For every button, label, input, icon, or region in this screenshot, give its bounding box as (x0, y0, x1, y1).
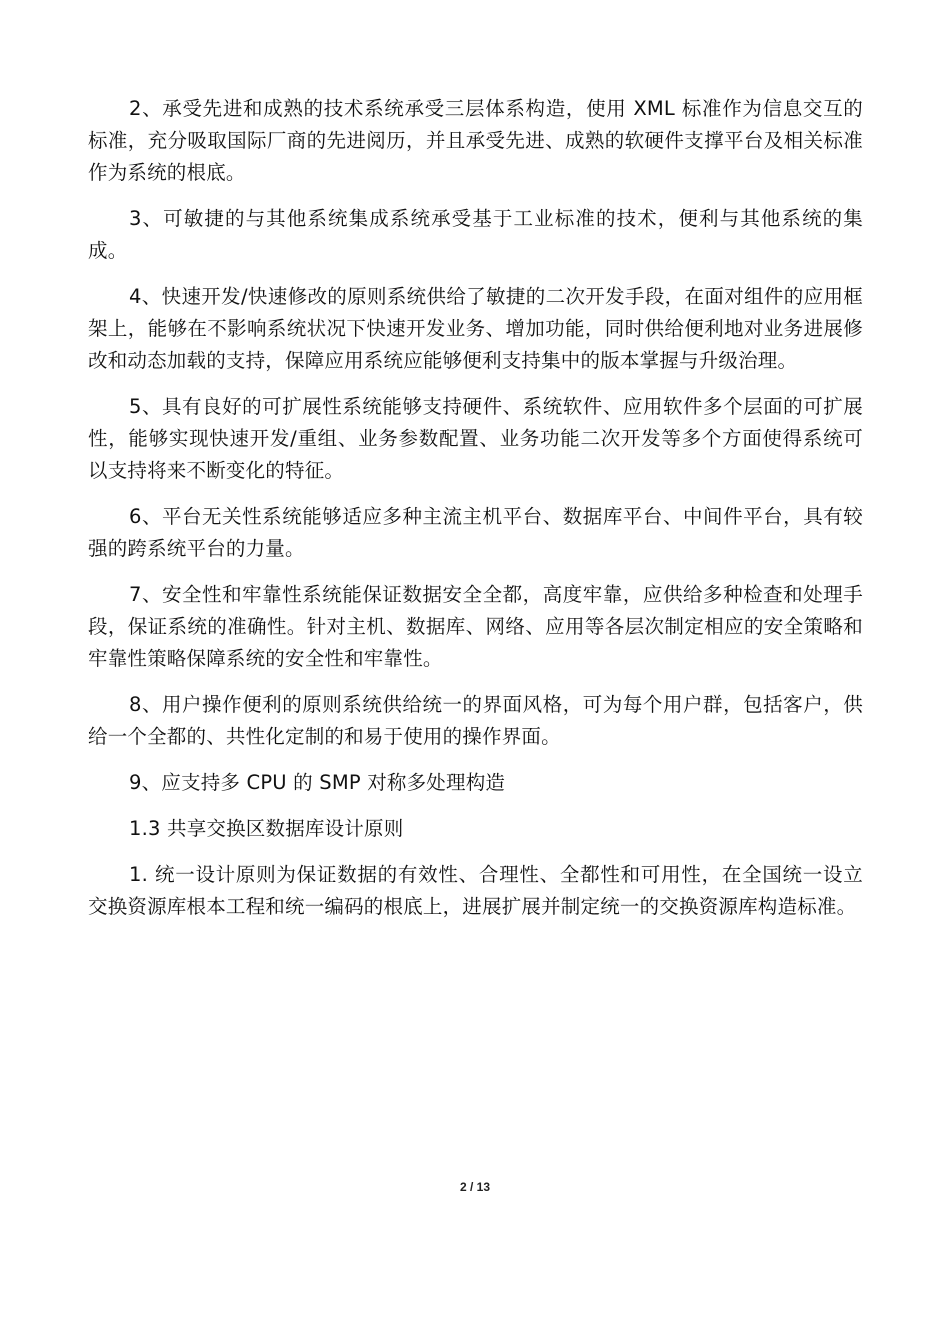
document-body (88, 93, 863, 937)
paragraph-unified-design: 1. 统一设计原则为保证数据的有效性、合理性、全都性和可用性，在全国统一设立交换资源库根本工程和统一编码的根底上，进展扩展并制定统一的交换资源库构造标准。 (88, 863, 863, 918)
paragraph-item-5: 5、具有良好的可扩展性系统能够支持硬件、系统软件、应用软件多个层面的可扩展性，能够实现快速开发/重组、业务参数配置、业务功能二次开发等多个方面使得系统可以支持将来不断变化的特征。 (88, 395, 863, 482)
paragraph-item-7: 7、安全性和牢靠性系统能保证数据安全全都，高度牢靠，应供给多种检查和处理手段，保证系统的准确性。针对主机、数据库、网络、应用等各层次制定相应的安全策略和牢靠性策略保障系统的安全性和牢靠性。 (88, 583, 863, 670)
paragraph-item-9: 9、应支持多 CPU 的 SMP 对称多处理构造 (129, 771, 506, 794)
paragraph-item-2: 2、承受先进和成熟的技术系统承受三层体系构造，使用 XML 标准作为信息交互的标准，充分吸取国际厂商的先进阅历，并且承受先进、成熟的软硬件支撑平台及相关标准作为系统的根底。 (88, 97, 863, 184)
page-number: 2 / 13 (459, 1180, 491, 1194)
paragraph-item-6: 6、平台无关性系统能够适应多种主流主机平台、数据库平台、中间件平台，具有较强的跨系统平台的力量。 (88, 505, 863, 560)
paragraph-item-4: 4、快速开发/快速修改的原则系统供给了敏捷的二次开发手段，在面对组件的应用框架上，能够在不影响系统状况下快速开发业务、增加功能，同时供给便利地对业务进展修改和动态加载的支持，保障应用系统应能够便利支持集中的版本掌握与升级治理。 (88, 285, 863, 372)
section-heading-1-3: 1.3 共享交换区数据库设计原则 (129, 817, 404, 840)
paragraph-item-8: 8、用户操作便利的原则系统供给统一的界面风格，可为每个用户群，包括客户，供给一个全都的、共性化定制的和易于使用的操作界面。 (88, 693, 863, 748)
paragraph-item-3: 3、可敏捷的与其他系统集成系统承受基于工业标准的技术，便利与其他系统的集成。 (88, 207, 863, 262)
